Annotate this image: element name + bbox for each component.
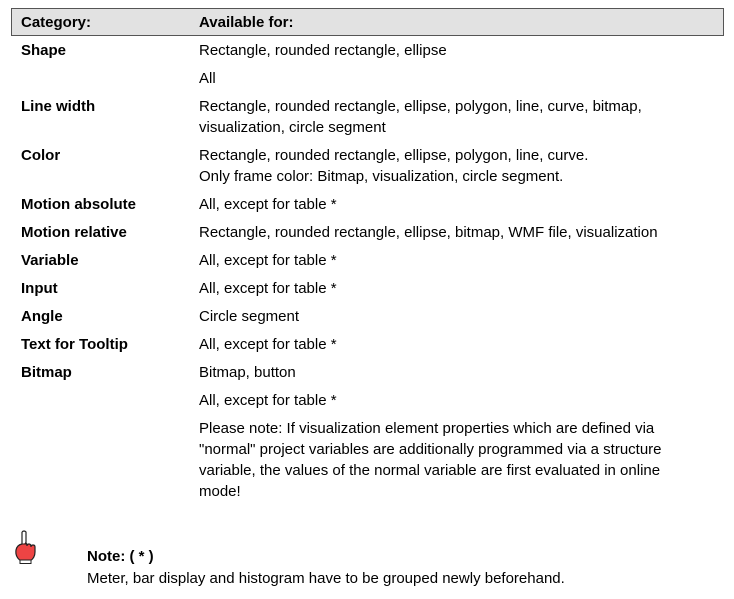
row-category: Input — [21, 280, 58, 297]
row-available — [199, 68, 724, 89]
available-line: Bitmap, button — [199, 364, 296, 381]
row-category: Line width — [21, 98, 96, 115]
row-category: Variable — [21, 252, 79, 269]
table-row — [11, 334, 724, 355]
row-category — [11, 68, 199, 89]
row-category: Bitmap — [21, 364, 72, 381]
table-row — [11, 418, 724, 502]
note-body: Meter, bar display and histogram have to be grouped newly beforehand. — [87, 570, 565, 587]
row-available — [199, 40, 724, 61]
header-category: Category: — [21, 13, 92, 31]
available-line: All — [199, 70, 216, 87]
row-available — [199, 96, 724, 138]
row-category: Shape — [21, 42, 67, 59]
table-row — [11, 362, 724, 383]
table-row — [11, 390, 724, 411]
row-available — [199, 390, 724, 411]
table-row — [11, 96, 724, 138]
table-row — [11, 222, 724, 243]
table-header — [11, 8, 724, 36]
available-line: All, except for table * — [199, 196, 337, 213]
available-line: variable, the values of the normal variable are first evaluated in online — [199, 462, 661, 479]
available-line: Rectangle, rounded rectangle, ellipse — [199, 42, 447, 59]
row-available — [199, 334, 724, 355]
row-category: Text for Tooltip — [21, 336, 128, 353]
table-row — [11, 40, 724, 61]
header-available: Available for: — [199, 13, 294, 31]
available-line: Circle segment — [199, 308, 300, 325]
available-line: All, except for table * — [199, 280, 337, 297]
table-row — [11, 68, 724, 89]
row-category: Motion absolute — [21, 196, 136, 213]
available-line: All, except for table * — [199, 252, 337, 269]
available-line: "normal" project variables are additionally programmed via a structure — [199, 441, 662, 458]
available-line: Please note: If visualization element properties which are defined via — [199, 420, 655, 437]
available-line: Only frame color: Bitmap, visualization, circle segment. — [199, 168, 564, 185]
row-category — [11, 390, 199, 411]
row-available — [199, 362, 724, 383]
table-row — [11, 278, 724, 299]
row-available — [199, 250, 724, 271]
row-category: Angle — [21, 308, 63, 325]
row-category: Color — [21, 147, 61, 164]
row-available — [199, 145, 724, 187]
row-available — [199, 222, 724, 243]
pointing-hand-icon — [13, 530, 39, 564]
available-line: mode! — [199, 483, 241, 500]
table-row — [11, 306, 724, 327]
table-row — [11, 250, 724, 271]
row-available — [199, 278, 724, 299]
table-row — [11, 145, 724, 187]
row-category — [11, 418, 199, 502]
available-line: Rectangle, rounded rectangle, ellipse, polygon, line, curve. — [199, 147, 589, 164]
available-line: All, except for table * — [199, 392, 337, 409]
available-line: All, except for table * — [199, 336, 337, 353]
note-title: Note: ( * ) — [87, 548, 154, 565]
row-available — [199, 194, 724, 215]
available-line: visualization, circle segment — [199, 119, 386, 136]
row-available — [199, 418, 724, 502]
available-line: Rectangle, rounded rectangle, ellipse, polygon, line, curve, bitmap, — [199, 98, 642, 115]
row-category: Motion relative — [21, 224, 127, 241]
row-available — [199, 306, 724, 327]
available-line: Rectangle, rounded rectangle, ellipse, bitmap, WMF file, visualization — [199, 224, 658, 241]
properties-table — [11, 8, 724, 500]
table-row — [11, 194, 724, 215]
